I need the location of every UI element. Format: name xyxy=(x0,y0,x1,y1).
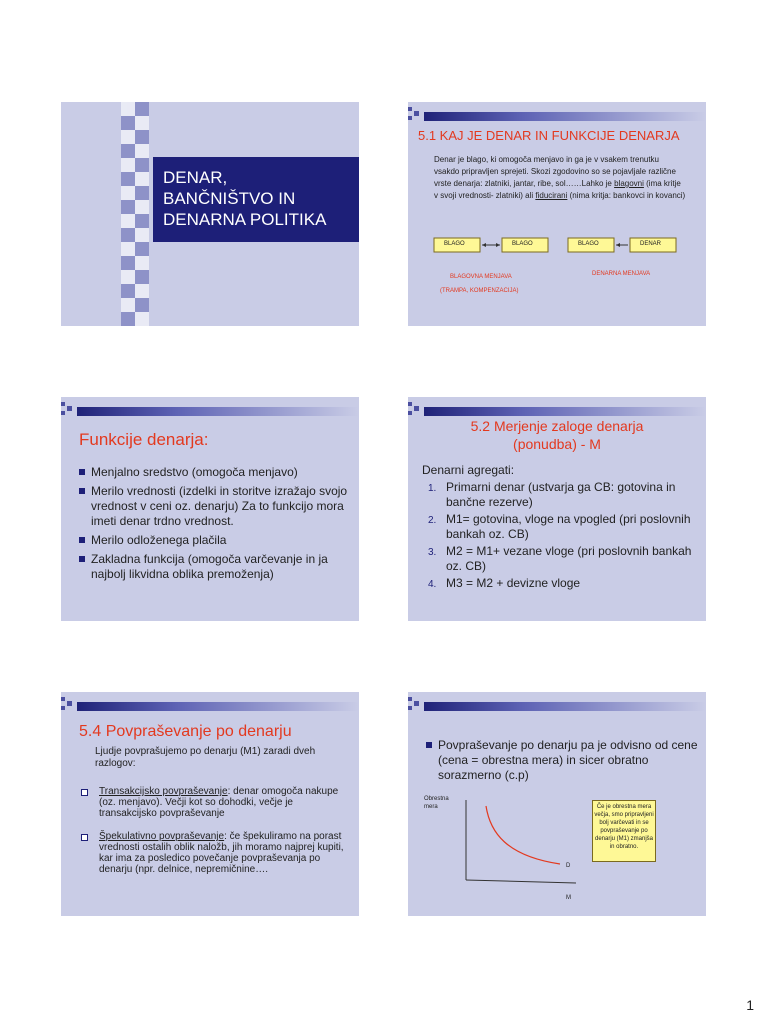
item-number: 1. xyxy=(428,483,437,494)
slide-money-supply xyxy=(408,397,706,621)
slide-header-bar xyxy=(408,697,706,711)
box-denar: DENAR xyxy=(640,241,662,247)
list-item xyxy=(422,576,698,591)
list-item: Merilo odloženega plačila xyxy=(79,533,351,548)
item-text: Primarni denar (ustvarja ga CB: gotovina in bančne rezerve) xyxy=(446,480,676,509)
term: Transakcijsko povpraševanje xyxy=(99,786,228,797)
text: (ima kritje v svoji vrednosti- zlatniki) ali xyxy=(434,179,681,200)
slide-header-bar xyxy=(61,697,359,711)
box-blago: BLAGO xyxy=(512,241,533,247)
barter-label-sub: (TRAMPA, KOMPENZACIJA) xyxy=(440,288,519,294)
slide-what-is-money xyxy=(408,102,706,326)
main-title xyxy=(163,167,326,230)
barter-label: BLAGOVNA MENJAVA xyxy=(450,274,512,280)
list-item xyxy=(79,831,351,875)
slide-title: 5.4 Povpraševanje po denarju xyxy=(79,723,292,740)
list-item: Zakladna funkcija (omogoča varčevanje in ja najbolj likvidna oblika premoženja) xyxy=(79,552,351,582)
exchange-diagram xyxy=(408,232,706,272)
text: : denar omogoča nakupe (oz. menjavo). Večji kot so dohodki, večje je transakcijsko povpraševanje xyxy=(99,786,339,819)
list-item xyxy=(422,512,698,542)
intro-text: Denarni agregati: xyxy=(422,463,515,477)
item-number: 3. xyxy=(428,547,437,558)
title-banner xyxy=(153,157,359,242)
box-blago: BLAGO xyxy=(578,241,599,247)
item-text: M1= gotovina, vloge na vpogled (pri poslovnih bankah oz. CB) xyxy=(446,512,691,541)
item-text: M3 = M2 + devizne vloge xyxy=(446,576,581,590)
item-number: 2. xyxy=(428,515,437,526)
list-item xyxy=(422,544,698,574)
functions-list xyxy=(79,465,351,586)
bullet-text xyxy=(426,738,702,787)
text: : če špekuliramo na porast vrednosti ostalih oblik naložb, jih moramo najprej kupiti, kar ima za posledico povečanje povpraševanja po denarju (npr. delnice, nepremičnine…. xyxy=(99,831,344,875)
title-line: (ponudba) - M xyxy=(513,436,601,452)
axis-y-label: mera xyxy=(424,804,438,810)
underlined-term: blagovni xyxy=(614,179,644,188)
slide-demand-curve xyxy=(408,692,706,916)
list-item xyxy=(79,786,351,819)
page-number: 1 xyxy=(746,997,754,1013)
text: (nima kritja: bankovci in kovanci) xyxy=(567,191,686,200)
title-line: DENARNA POLITIKA xyxy=(163,210,327,229)
money-exchange-label: DENARNA MENJAVA xyxy=(592,271,651,277)
definition-text xyxy=(434,154,686,202)
note-box: Če je obrestna mera večja, smo pripravljeni bolj varčevati in se povpraševanje po denarju (M1) zmanjša in obratno. xyxy=(592,800,656,862)
axis-x-label: M xyxy=(566,895,571,901)
aggregates-list xyxy=(422,463,698,593)
item-text: M2 = M1+ vezane vloge (pri poslovnih bankah oz. CB) xyxy=(446,544,692,573)
box-blago: BLAGO xyxy=(444,241,465,247)
demand-list xyxy=(79,786,351,887)
list-item: Povpraševanje po denarju pa je odvisno od cene (cena = obrestna mera) in sicer obratno sorazmerno (c.p) xyxy=(426,738,702,783)
slide-header-bar xyxy=(61,402,359,416)
title-line: DENAR, xyxy=(163,168,228,187)
slide-title xyxy=(61,102,359,326)
slide-money-demand xyxy=(61,692,359,916)
intro-text: Ljudje povprašujemo po denarju (M1) zaradi dveh razlogov: xyxy=(95,746,316,769)
list-item: Menjalno sredstvo (omogoča menjavo) xyxy=(79,465,351,480)
slide-title xyxy=(408,417,706,453)
title-line: 5.2 Merjenje zaloge denarja xyxy=(470,418,644,434)
underlined-term: fiducirani xyxy=(535,191,568,200)
slide-title: Funkcije denarja: xyxy=(79,430,209,449)
curve-label: D xyxy=(566,863,571,869)
list-item xyxy=(422,480,698,510)
demand-curve-chart xyxy=(408,792,706,916)
term: Špekulativno povpraševanje xyxy=(99,831,225,842)
list-item: Merilo vrednosti (izdelki in storitve izražajo svojo vrednost v ceni oz. denarju) Za to funkcijo mora imeti denar trdno vrednost. xyxy=(79,484,351,529)
slide-functions xyxy=(61,397,359,621)
slide-header-bar xyxy=(408,402,706,416)
text: Denar je blago, ki omogoča menjavo in ga je v vsakem trenutku vsakdo pripravljen sprejeti. Skozi zgodovino so se pojavljale različne vrste denarja: zlatniki, jantar, ribe, sol……Lahko je xyxy=(434,155,676,188)
axis-y-label: Obrestna xyxy=(424,796,449,802)
title-line: BANČNIŠTVO IN xyxy=(163,189,296,208)
slide-title: 5.1 KAJ JE DENAR IN FUNKCIJE DENARJA xyxy=(418,128,680,143)
slide-header-bar xyxy=(408,107,706,121)
item-number: 4. xyxy=(428,579,437,590)
